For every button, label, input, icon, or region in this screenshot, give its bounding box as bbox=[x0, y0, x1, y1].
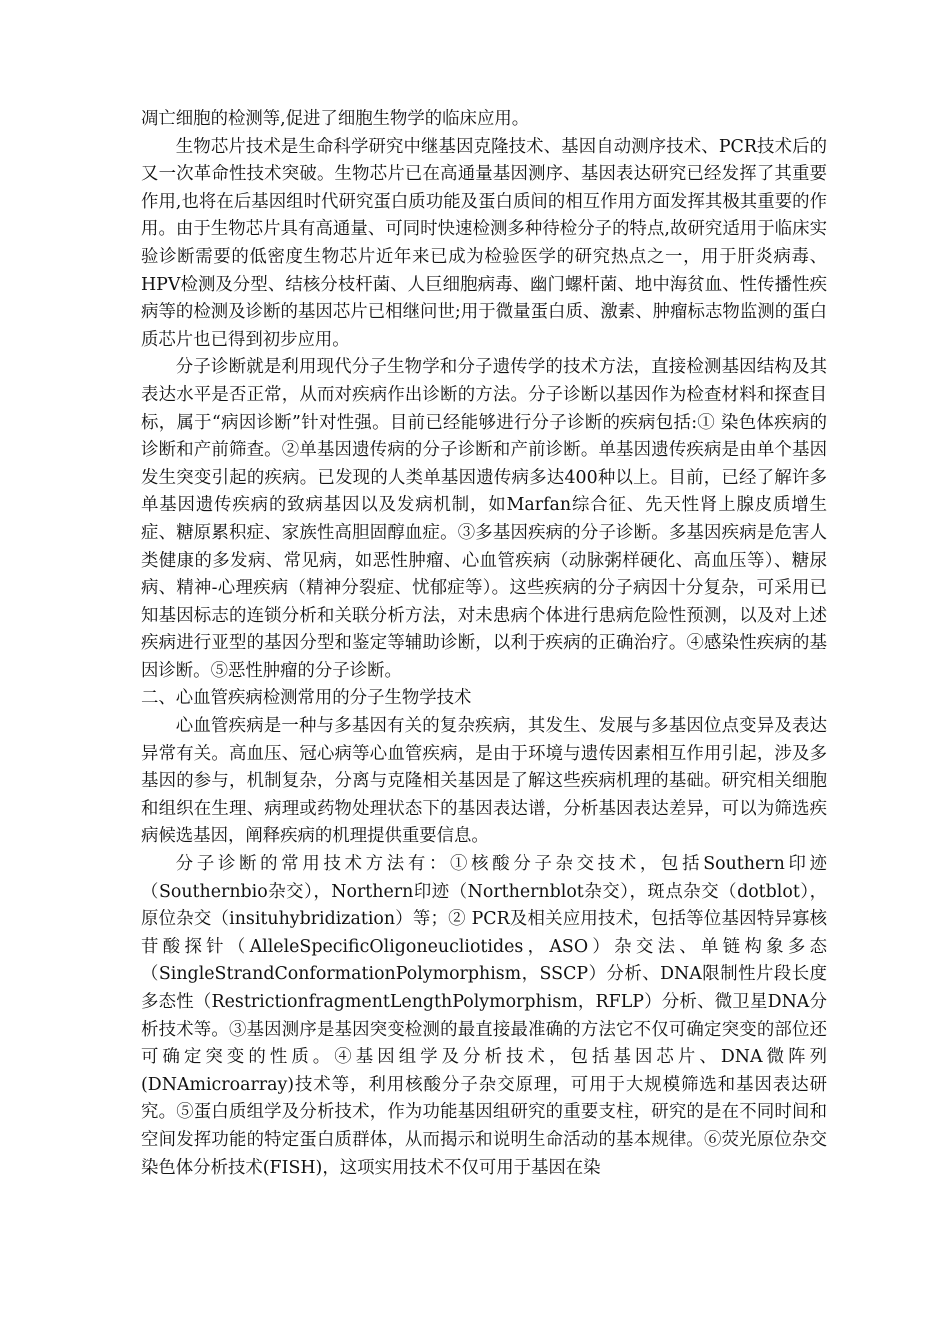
paragraph-biochip-technology: 生物芯片技术是生命科学研究中继基因克隆技术、基因自动测序技术、PCR技术后的又一次革命性技术突破。生物芯片已在高通量基因测序、基因表达研究已经发挥了其重要作用,也将在后基因组时代研究蛋白质功能及蛋白质间的相互作用方面发挥其极其重要的作用。由于生物芯片具有高通量、可同时快速检测多种待检分子的特点,故研究适用于临床实验诊断需要的低密度生物芯片近年来已成为检验医学的研究热点之一，用于肝炎病毒、HPV检测及分型、结核分枝杆菌、人巨细胞病毒、幽门螺杆菌、地中海贫血、性传播性疾病等的检测及诊断的基因芯片已相继问世;用于微量蛋白质、激素、肿瘤标志物监测的蛋白质芯片也已得到初步应用。 bbox=[141, 136, 827, 350]
paragraph-molecular-diagnosis: 分子诊断就是利用现代分子生物学和分子遗传学的技术方法，直接检测基因结构及其表达水平是否正常，从而对疾病作出诊断的方法。分子诊断以基因作为检查材料和探查目标，属于“病因诊断”针对性强。目前已经能够进行分子诊断的疾病包括:① 染色体疾病的诊断和产前筛查。②单基因遗传病的分子诊断和产前诊断。单基因遗传疾病是由单个基因发生突变引起的疾病。已发现的人类单基因遗传病多达400种以上。目前，已经了解许多单基因遗传疾病的致病基因以及发病机制，如Marfan综合征、先天性肾上腺皮质增生症、糖原累积症、家族性高胆固醇血症。③多基因疾病的分子诊断。多基因疾病是危害人类健康的多发病、常见病，如恶性肿瘤、心血管疾病（动脉粥样硬化、高血压等）、糖尿病、精神-心理疾病（精神分裂症、忧郁症等）。这些疾病的分子病因十分复杂，可采用已知基因标志的连锁分析和关联分析方法，对未患病个体进行患病危险性预测，以及对上述疾病进行亚型的基因分型和鉴定等辅助诊断，以利于疾病的正确治疗。④感染性疾病的基因诊断。⑤恶性肿瘤的分子诊断。 bbox=[141, 357, 827, 681]
paragraph-apoptosis-detection: 凋亡细胞的检测等,促进了细胞生物学的临床应用。 bbox=[141, 109, 530, 129]
section-heading-cardiovascular: 二、心血管疾病检测常用的分子生物学技术 bbox=[141, 688, 472, 709]
paragraph-cardiovascular-disease: 心血管疾病是一种与多基因有关的复杂疾病，其发生、发展与多基因位点变异及表达异常有关。高血压、冠心病等心血管疾病，是由于环境与遗传因素相互作用引起，涉及多基因的参与，机制复杂，分离与克隆相关基因是了解这些疾病机理的基础。研究相关细胞和组织在生理、病理或药物处理状态下的基因表达谱，分析基因表达差异，可以为筛选疾病候选基因，阐释疾病的机理提供重要信息。 bbox=[141, 716, 827, 847]
paragraph-diagnostic-techniques: 分子诊断的常用技术方法有：①核酸分子杂交技术，包括Southern印迹（Southernbio杂交），Northern印迹（Northernblot杂交），斑点杂交（dotblot），原位杂交（insituhybridization）等；② PCR及相关应用技术，包括等位基因特异寡核苷酸探针（AlleleSpecificOligoneucliotides，ASO）杂交法、单链构象多态（SingleStrandConformationPolymorphism，SSCP）分析、DNA限制性片段长度多态性（RestrictionfragmentLengthPolymorphism，RFLP）分析、微卫星DNA分析技术等。③基因测序是基因突变检测的最直接最准确的方法它不仅可确定突变的部位还可确定突变的性质。④基因组学及分析技术，包括基因芯片、DNA微阵列(DNAmicroarray)技术等，利用核酸分子杂交原理，可用于大规模筛选和基因表达研究。⑤蛋白质组学及分析技术，作为功能基因组研究的重要支柱，研究的是在不同时间和空间发挥功能的特定蛋白质群体，从而揭示和说明生命活动的基本规律。⑥荧光原位杂交染色体分析技术(FISH)，这项实用技术不仅可用于基因在染 bbox=[141, 854, 827, 1178]
document-page bbox=[141, 106, 827, 1182]
